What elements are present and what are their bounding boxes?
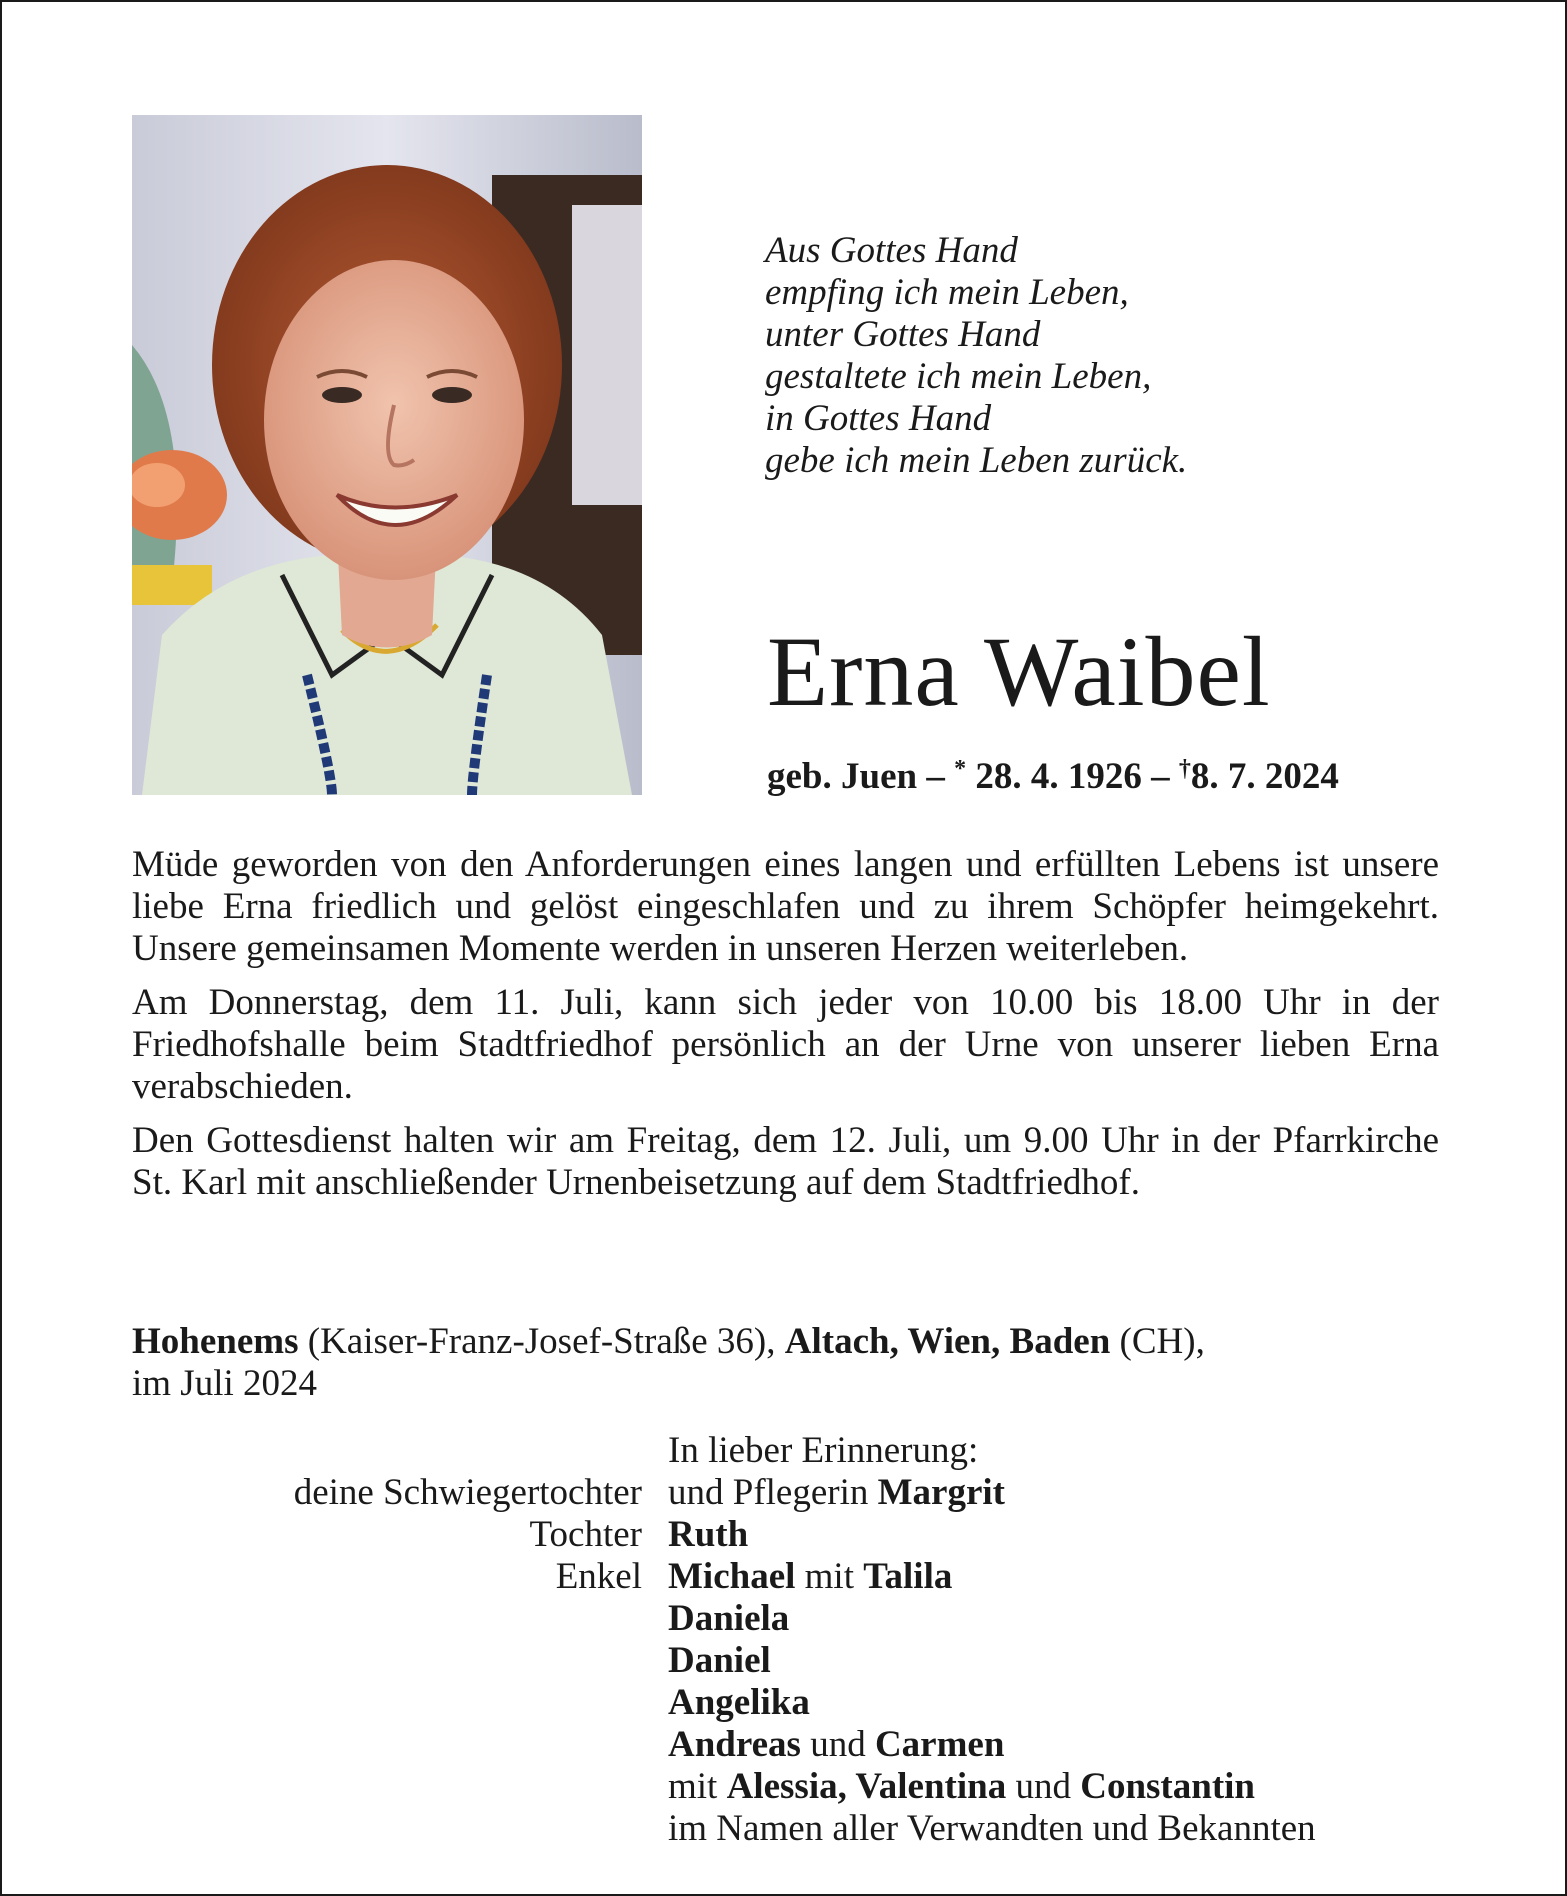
family-row: [132, 1514, 1439, 1556]
poem-line: in Gottes Hand: [765, 398, 992, 439]
intro-text: In lieber Erinnerung:: [668, 1430, 979, 1471]
family-row: [132, 1766, 1439, 1808]
family-name: Andreas: [668, 1724, 801, 1765]
poem-line: Aus Gottes Hand: [765, 230, 1018, 271]
city-hohenems: Hohenems: [132, 1321, 299, 1362]
poem: [765, 230, 1187, 482]
family-row: [132, 1724, 1439, 1766]
family-names: [668, 1472, 1439, 1514]
family-list: [132, 1430, 1439, 1850]
paragraph: Den Gottesdienst halten wir am Freitag, dem 12. Juli, um 9.00 Uhr in der Pfarrkirche St. Karl mit anschließender Urnenbeisetzung auf dem Stadtfriedhof.: [132, 1120, 1439, 1203]
family-names: [668, 1682, 1439, 1724]
paragraph: Müde geworden von den Anforderungen eines langen und erfüllten Lebens ist unsere liebe Erna friedlich und gelöst eingeschlafen und zu ihrem Schöpfer heimgekehrt. Unsere gemeinsamen Momente werden in unseren Herzen weiterleben.: [132, 844, 1439, 969]
death-date: 8. 7. 2024: [1190, 756, 1339, 797]
separator: –: [1141, 756, 1179, 797]
relation: [132, 1430, 668, 1472]
family-names: [668, 1514, 1439, 1556]
relation: Tochter: [529, 1514, 642, 1555]
poem-line: empfing ich mein Leben,: [765, 272, 1129, 313]
family-names: [668, 1724, 1439, 1766]
name-joiner: mit: [795, 1556, 864, 1597]
poem-line: unter Gottes Hand: [765, 314, 1041, 355]
family-row: [132, 1682, 1439, 1724]
family-name: Ruth: [668, 1514, 749, 1555]
family-row: [132, 1640, 1439, 1682]
family-row: [132, 1598, 1439, 1640]
closing-text: im Namen aller Verwandten und Bekannten: [668, 1808, 1316, 1849]
family-name: Alessia, Valentina: [726, 1766, 1007, 1807]
obituary-text: [132, 844, 1439, 1216]
portrait-photo: [132, 115, 642, 795]
address: (Kaiser-Franz-Josef-Straße 36),: [298, 1321, 785, 1362]
portrait-photo-icon: [132, 115, 642, 795]
paragraph: Am Donnerstag, dem 11. Juli, kann sich jeder von 10.00 bis 18.00 Uhr in der Friedhofshalle beim Stadtfriedhof persönlich an der Urne von unserer lieben Erna verabschieden.: [132, 982, 1439, 1107]
maiden-name: geb. Juen: [767, 756, 918, 797]
name-joiner: und: [800, 1724, 875, 1765]
relation: deine Schwiegertochter: [293, 1472, 642, 1513]
announcement-date: im Juli 2024: [132, 1363, 318, 1404]
relation: [132, 1640, 668, 1682]
family-name: Michael: [668, 1556, 796, 1597]
family-name: Daniel: [668, 1640, 771, 1681]
poem-line: gebe ich mein Leben zurück.: [765, 440, 1188, 481]
family-name: Constantin: [1080, 1766, 1255, 1807]
relation: [132, 1598, 668, 1640]
name-prefix: und Pflegerin: [668, 1472, 878, 1513]
relation: Enkel: [555, 1556, 642, 1597]
name-joiner: und: [1006, 1766, 1081, 1807]
family-names: [668, 1556, 1439, 1598]
death-cross-icon: †: [1178, 756, 1191, 782]
deceased-name: Erna Waibel: [767, 616, 1271, 727]
family-row: [132, 1556, 1439, 1598]
relation: [132, 1766, 668, 1808]
life-dates: [767, 747, 1339, 799]
family-names: [668, 1766, 1439, 1808]
other-cities: Altach, Wien, Baden: [784, 1321, 1111, 1362]
relation: [132, 1808, 668, 1850]
family-name: Carmen: [874, 1724, 1005, 1765]
family-name: Daniela: [668, 1598, 790, 1639]
birth-date: 28. 4. 1926: [975, 756, 1142, 797]
family-row: [132, 1472, 1439, 1514]
separator: –: [917, 756, 955, 797]
family-names: [668, 1640, 1439, 1682]
family-name: Angelika: [668, 1682, 810, 1723]
family-row: [132, 1430, 1439, 1472]
relation: [132, 1682, 668, 1724]
family-name: Talila: [863, 1556, 953, 1597]
poem-line: gestaltete ich mein Leben,: [765, 356, 1152, 397]
name-prefix: mit: [668, 1766, 727, 1807]
family-name: Margrit: [877, 1472, 1005, 1513]
birth-star-icon: *: [954, 756, 967, 782]
country: (CH),: [1110, 1321, 1205, 1362]
family-row: [132, 1808, 1439, 1850]
family-names: [668, 1598, 1439, 1640]
place-and-date: [132, 1321, 1439, 1405]
relation: [132, 1724, 668, 1766]
